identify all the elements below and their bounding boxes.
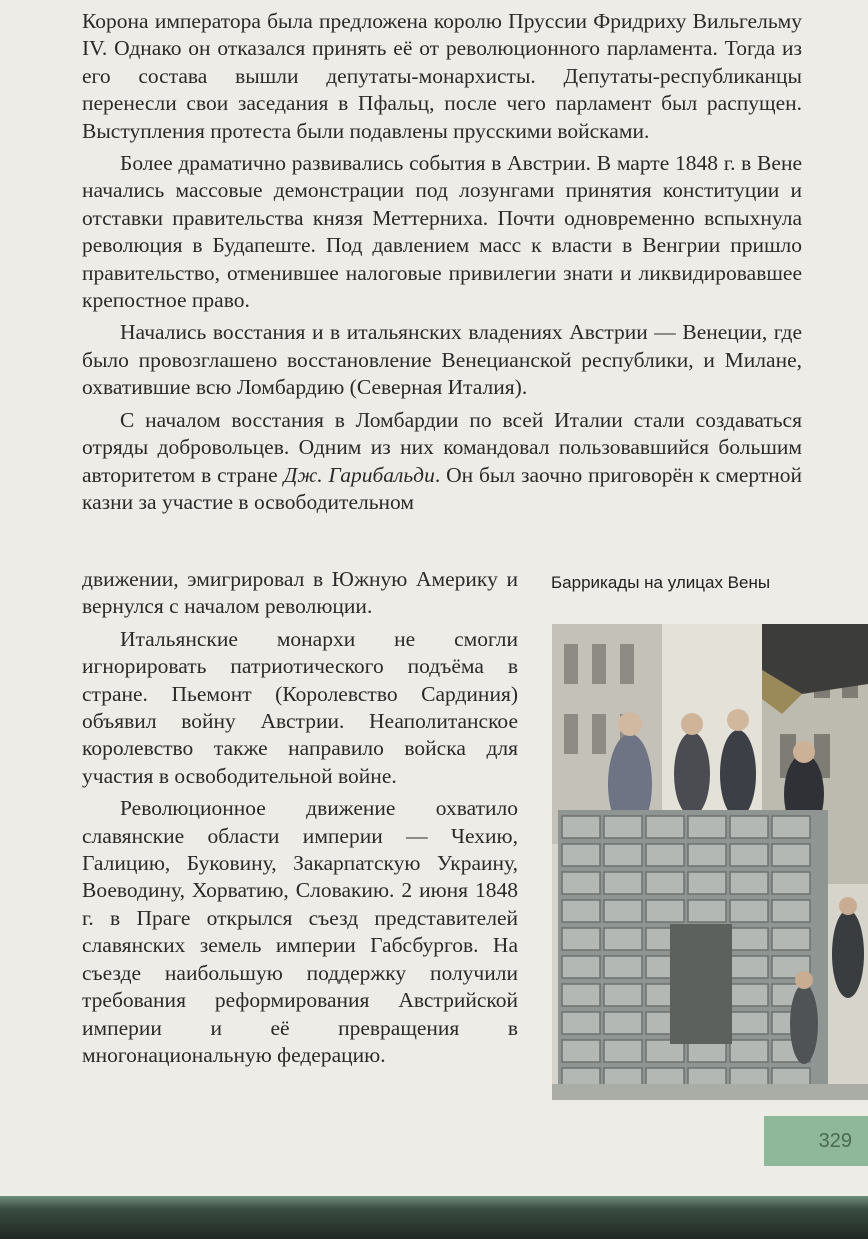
barricade-picture [552,624,868,1100]
page-bottom-edge [0,1196,868,1239]
barricade-illustration [552,624,868,1100]
paragraph-4-start: С началом восстания в Ломбардии по всей Италии стали создаваться отряды добровольцев. Одним из них командовал пользовавшийся большим авторитетом в стране [82,407,802,487]
paragraph-1: Корона императора была предложена королю Пруссии Фридриху Вильгельму IV. Однако он отказался принять её от революционного парламента. Тогда из его состава вышли депутаты-монархисты. Депутаты-республиканцы перенесли свои заседания в Пфальц, после чего парламент был распущен. Выступления протеста были подавлены прусскими войсками. [82,9,802,143]
main-text [82,8,802,516]
paragraph-4-continued: движении, эмигрировал в Южную Америку и вернулся с началом революции. [82,567,518,619]
garibaldi-name: Дж. Гарибальди [283,462,435,487]
narrow-column [82,566,518,1069]
paragraph-4 [82,407,802,517]
paragraph-2: Более драматично развивались события в Австрии. В марте 1848 г. в Вене начались массовые демонстрации под лозунгами принятия конституции и отставки правительства князя Меттерниха. Почти одновременно вспыхнула революция в Будапеште. Под давлением масс к власти в Венгрии пришло правительство, отменившее налоговые привилегии знати и ликвидировавшее крепостное право. [82,151,802,313]
paragraph-4-end: . Он был заочно приговорён к смертной казни за участие в освободительном [82,462,802,514]
paragraph-3: Начались восстания и в итальянских владениях Австрии — Венеции, где было провозглашено восстановление Венецианской республики, и Милане, охватившие всю Ломбардию (Северная Италия). [82,320,802,400]
page-number: 329 [764,1116,868,1166]
figure-caption: Баррикады на улицах Вены [551,573,771,592]
paragraph-6: Революционное движение охватило славянские области империи — Чехию, Галицию, Буковину, Закарпатскую Украину, Воеводину, Хорватию, Словакию. 2 июня 1848 г. в Праге открылся съезд представителей славянских земель империи Габсбургов. На съезде наибольшую поддержку получили требования реформирования Австрийской империи и её превращения в многонациональную федерацию. [82,796,518,1067]
paragraph-5: Итальянские монархи не смогли игнорировать патриотического подъёма в стране. Пьемонт (Королевство Сардиния) объявил войну Австрии. Неаполитанское королевство также направило войска для участия в освободительной войне. [82,626,518,788]
